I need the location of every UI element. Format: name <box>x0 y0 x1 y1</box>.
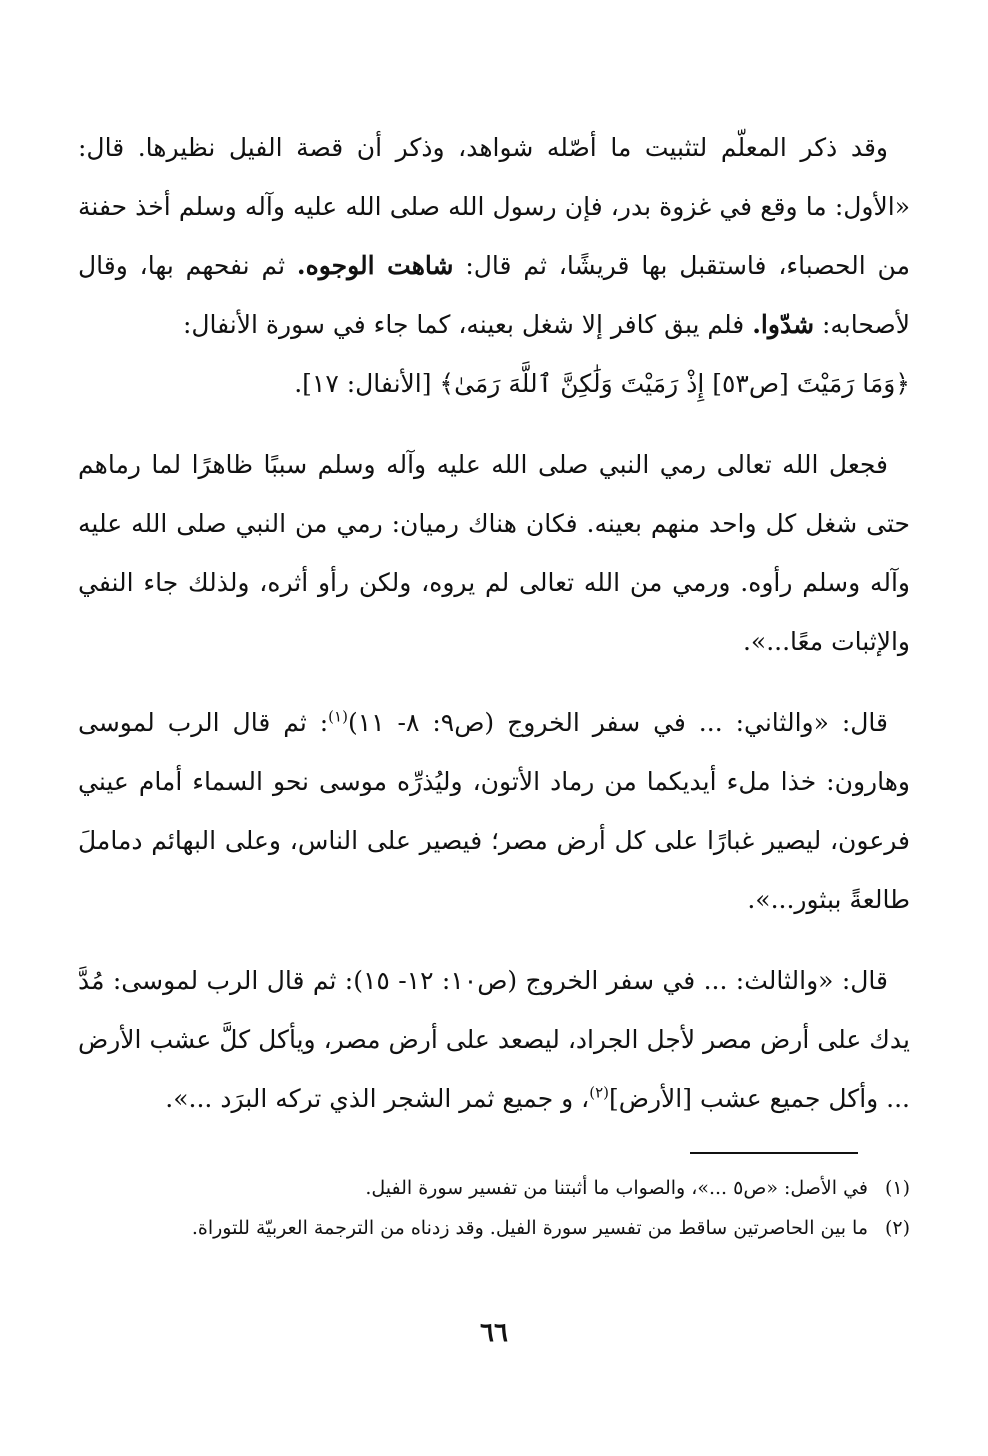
paragraph-3-lead: قال: «والثاني: ... في سفر الخروج (ص٩: ٨- ١١) <box>347 708 888 737</box>
footnote-ref-1[interactable]: (١) <box>328 707 348 726</box>
footnote-1-number: (١) <box>884 1177 910 1199</box>
footnote-ref-2[interactable]: (٢) <box>589 1083 609 1102</box>
footnotes <box>78 1168 910 1248</box>
footnote-1 <box>78 1168 910 1208</box>
paragraph-1 <box>78 118 910 413</box>
page-number: ٦٦ <box>480 1318 508 1348</box>
paragraph-1-lead: وقد ذكر المعلّم لتثبيت ما أصّله شواهد، وذكر أن قصة الفيل نظيرها. قال: «الأول: ما وقع في غزوة بدر، فإن رسول الله صلى الله عليه وآله وسلم أخذ حفنة من الحصباء، فاستقبل بها قريشًا، ثم قال: <box>78 133 910 280</box>
paragraph-4 <box>78 951 910 1128</box>
paragraph-1-tail: فلم يبق كافر إلا شغل بعينه، كما جاء في سورة الأنفال: <box>182 310 745 339</box>
quran-verse: ﴿وَمَا رَمَيْتَ [ص٥٣] إِذْ رَمَيْتَ وَلَٰكِنَّ ٱللَّهَ رَمَىٰ﴾ [الأنفال: ١٧]. <box>294 369 910 398</box>
footnote-1-text: في الأصل: «ص٥ ...»، والصواب ما أثبتنا من تفسير سورة الفيل. <box>365 1177 868 1199</box>
main-text <box>78 118 910 1150</box>
paragraph-1-middle: ثم نفحهم بها، وقال لأصحابه: <box>78 251 910 339</box>
footnote-2 <box>78 1208 910 1248</box>
paragraph-4-lead: قال: «والثالث: ... في سفر الخروج (ص١٠: ١٢- ١٥): ثم قال الرب لموسى: مُدَّ يدك على أرض مصر لأجل الجراد، ليصعد على أرض مصر، ويأكل كلَّ عشب الأرض ... وأكل جميع عشب [الأرض] <box>78 966 910 1113</box>
paragraph-3-tail: : ثم قال الرب لموسى وهارون: خذا ملء أيديكما من رماد الأتون، وليُذرِّه موسى نحو السماء أمام عيني فرعون، ليصير غبارًا على كل أرض مصر؛ فيصير على الناس، وعلى البهائم دماملَ طالعةً ببثور...». <box>78 708 910 914</box>
quote-shahat-al-wujuh: شاهت الوجوه. <box>296 251 454 280</box>
paragraph-4-tail: ، و جميع ثمر الشجر الذي تركه البرَد ...». <box>165 1084 590 1113</box>
quote-shuddu: شدّوا. <box>752 310 815 339</box>
paragraph-2: فجعل الله تعالى رمي النبي صلى الله عليه وآله وسلم سببًا ظاهرًا لما رماهم حتى شغل كل واحد منهم بعينه. فكان هناك رميان: رمي من النبي صلى الله عليه وآله وسلم رأوه. ورمي من الله تعالى لم يروه، ولكن رأو أثره، ولذلك جاء النفي والإثبات معًا...». <box>78 450 910 656</box>
paragraph-3 <box>78 693 910 929</box>
footnote-separator <box>690 1152 858 1154</box>
footnote-2-number: (٢) <box>884 1217 910 1239</box>
footnote-2-text: ما بين الحاصرتين ساقط من تفسير سورة الفيل. وقد زدناه من الترجمة العربيّة للتوراة. <box>191 1217 868 1239</box>
